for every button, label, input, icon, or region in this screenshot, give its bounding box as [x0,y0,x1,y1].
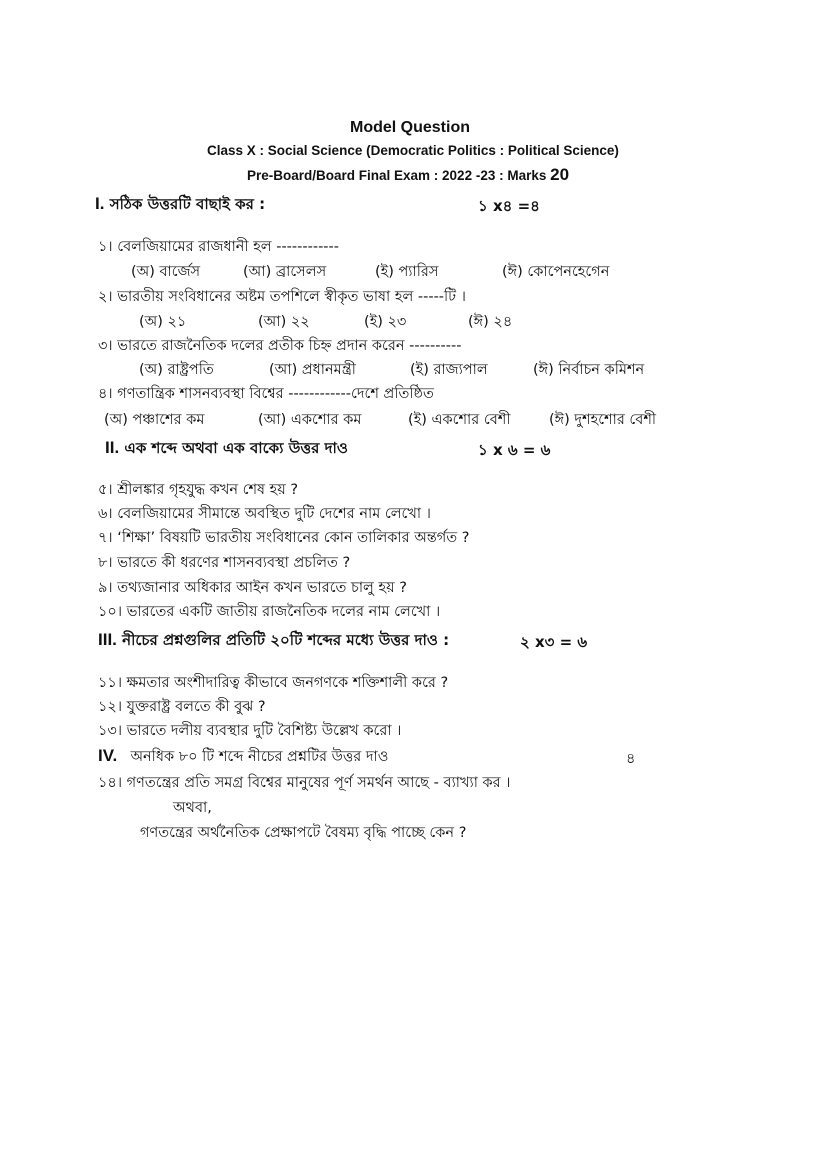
section-1-title: সঠিক উত্তরটি বাছাই কর : [109,195,266,213]
q2-option-b: (আ) ২২ [258,314,310,330]
section-3-heading [98,629,449,654]
q1-option-b: (আ) ব্রাসেলস [243,264,327,280]
section-4-numeral: IV. [98,746,118,765]
question-14: ১৪। গণতন্ত্রের প্রতি সমগ্র বিশ্বের মানুষের পূর্ণ সমর্থন আছে - ব্যাখ্যা কর । [98,775,511,791]
question-12: ১২। যুক্তরাষ্ট্র বলতে কী বুঝ ? [98,699,266,715]
page-subtitle: Class X : Social Science (Democratic Politics : Political Science) [207,143,619,158]
exam-info [247,165,569,185]
section-2-marks: ১ x ৬ = ৬ [478,441,551,459]
question-9: ৯। তথ্যজানার অধিকার আইন কখন ভারতে চালু হয় ? [98,580,407,596]
section-4-heading [98,746,388,770]
q1-option-a: (অ) বার্জেস [131,264,201,280]
q2-option-c: (ই) ২৩ [364,314,407,330]
q4-option-d: (ঈ) দুশহশোর বেশী [549,412,657,428]
or-label: অথবা, [173,800,212,816]
exam-info-text: Pre-Board/Board Final Exam : 2022 -23 : Marks [247,168,547,183]
page-title: Model Question [350,119,470,136]
section-1-numeral: I. [95,194,105,213]
section-1-marks: ১ x৪ =৪ [478,197,540,215]
question-11: ১১। ক্ষমতার অংশীদারিত্ব কীভাবে জনগণকে শক্তিশালী করে ? [98,675,449,691]
q3-option-c: (ই) রাজ্যপাল [410,362,488,378]
q3-option-b: (আ) প্রধানমন্ত্রী [269,362,356,378]
section-2-numeral: II. [105,438,120,457]
q2-option-d: (ঈ) ২৪ [468,314,513,330]
section-1-heading [95,193,265,218]
section-3-numeral: III. [98,630,117,649]
section-3-title: নীচের প্রশ্নগুলির প্রতিটি ২০টি শব্দের মধ্যে উত্তর দাও : [122,631,450,649]
question-6: ৬। বেলজিয়ামের সীমান্তে অবস্থিত দুটি দেশের নাম লেখো । [98,506,431,522]
q1-option-c: (ই) প্যারিস [375,264,439,280]
q3-option-d: (ঈ) নির্বাচন কমিশন [533,362,645,378]
question-10: ১০। ভারতের একটি জাতীয় রাজনৈতিক দলের নাম লেখো । [98,604,441,620]
question-5: ৫। শ্রীলঙ্কার গৃহযুদ্ধ কখন শেষ হয় ? [98,482,299,498]
section-2-heading [105,437,348,462]
question-1: ১। বেলজিয়ামের রাজধানী হল ------------ [98,239,340,255]
q2-option-a: (অ) ২১ [139,314,187,330]
q4-option-a: (অ) পঞ্চাশের কম [104,412,205,428]
q4-option-b: (আ) একশোর কম [258,412,362,428]
section-3-marks: ২ x৩ = ৬ [520,633,588,651]
section-4-title: অনধিক ৮০ টি শব্দে নীচের প্রশ্নটির উত্তর দাও [130,749,389,765]
q1-option-d: (ঈ) কোপেনহেগেন [502,264,610,280]
question-7: ৭। ‘শিক্ষা’ বিষয়টি ভারতীয় সংবিধানের কোন তালিকার অন্তর্গত ? [98,530,470,546]
section-2-title: এক শব্দে অথবা এক বাক্যে উত্তর দাও [124,439,348,457]
section-4-marks: ৪ [626,751,636,767]
exam-total-marks: 20 [550,165,570,184]
question-8: ৮। ভারতে কী ধরণের শাসনব্যবস্থা প্রচলিত ? [98,555,351,571]
question-2: ২। ভারতীয় সংবিধানের অষ্টম তপশিলে স্বীকৃত ভাষা হল -----টি । [98,289,466,305]
question-13: ১৩। ভারতে দলীয় ব্যবস্থার দুটি বৈশিষ্ট্য উল্লেখ করো । [98,723,402,739]
q4-option-c: (ই) একশোর বেশী [408,412,511,428]
question-14-alt: গণতন্ত্রের অর্থনৈতিক প্রেক্ষাপটে বৈষম্য বৃদ্ধি পাচ্ছে কেন ? [140,825,467,841]
question-3: ৩। ভারতে রাজনৈতিক দলের প্রতীক চিহ্ন প্রদান করেন ---------- [98,338,462,354]
question-4: ৪। গণতান্ত্রিক শাসনব্যবস্থা বিশ্বের ------------দেশে প্রতিষ্ঠিত [98,386,434,402]
q3-option-a: (অ) রাষ্ট্রপতি [139,362,214,378]
